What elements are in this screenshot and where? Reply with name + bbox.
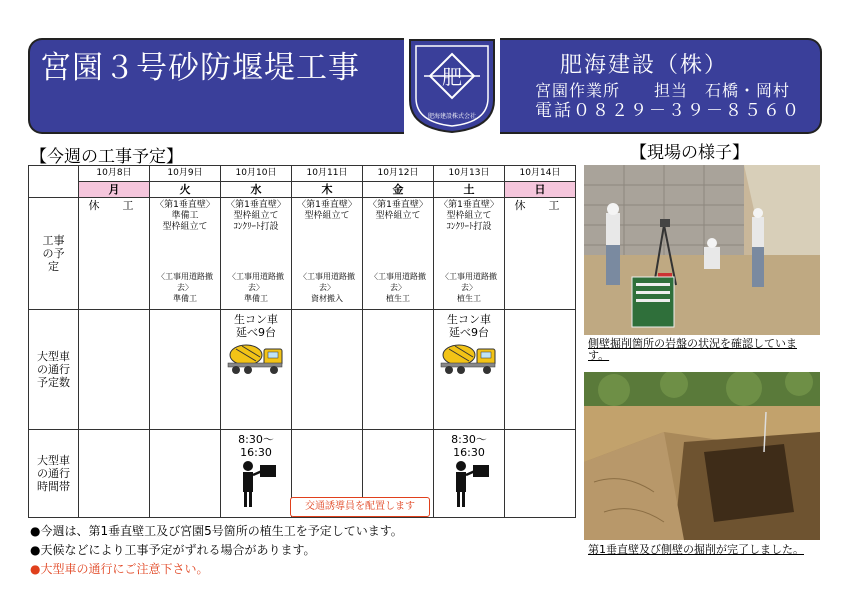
traffic-cell <box>292 310 363 430</box>
site-photo-2-image <box>584 372 820 540</box>
weekday-cell: 水 <box>221 182 292 198</box>
note-line-warning: ●大型車の通行にご注意下さい。 <box>30 562 209 576</box>
corner-cell <box>29 166 79 198</box>
work-row-label: 工事の予定 <box>29 198 79 310</box>
date-cell: 10月10日 <box>221 166 292 182</box>
date-row <box>29 166 576 182</box>
work-cell: 〈第1垂直壁〉 型枠組立て ｺﾝｸﾘｰﾄ打設 〈工事用道路撤去〉 植生工 <box>434 198 505 310</box>
company-name: 肥海建設（株） <box>560 53 729 78</box>
traffic-cell <box>505 310 576 430</box>
date-cell: 10月9日 <box>150 166 221 182</box>
logo-char: 肥 <box>442 65 462 89</box>
flagman-icon <box>447 459 491 509</box>
site-caption-2: 第1垂直壁及び側壁の掘削が完了しました。 <box>588 543 804 556</box>
weekday-cell: 日 <box>505 182 576 198</box>
weekday-cell: 火 <box>150 182 221 198</box>
page-title: 宮園３号砂防堰堤工事 <box>40 50 360 86</box>
site-heading: 【現場の様子】 <box>630 143 749 163</box>
note-line: ●天候などにより工事予定がずれる場合があります。 <box>30 543 316 557</box>
work-row <box>29 198 576 310</box>
traffic-cell: 生コン車 延べ9台 <box>434 310 505 430</box>
work-cell: 休 工 <box>79 198 150 310</box>
date-cell: 10月14日 <box>505 166 576 182</box>
date-cell: 10月13日 <box>434 166 505 182</box>
time-cell <box>505 430 576 518</box>
note-line: ●今週は、第1垂直壁工及び宮園5号箇所の植生工を予定しています。 <box>30 524 403 538</box>
site-photo-1 <box>584 165 820 335</box>
traffic-cell <box>363 310 434 430</box>
site-photo-1-image <box>584 165 820 335</box>
traffic-row-label: 大型車の通行予定数 <box>29 310 79 430</box>
traffic-guard-notice: 交通誘導員を配置します <box>290 497 430 517</box>
time-cell <box>79 430 150 518</box>
work-cell: 〈第1垂直壁〉 型枠組立て 〈工事用道路撤去〉 植生工 <box>363 198 434 310</box>
weekday-cell: 土 <box>434 182 505 198</box>
traffic-cell: 生コン車 延べ9台 <box>221 310 292 430</box>
site-caption-1: 側壁掘削箇所の岩盤の状況を確認しています。 <box>588 337 797 362</box>
work-cell: 〈第1垂直壁〉 準備工 型枠組立て 〈工事用道路撤去〉 準備工 <box>150 198 221 310</box>
phone-number: 電話０８２９－３９－８５６０ <box>535 101 801 121</box>
weekday-cell: 木 <box>292 182 363 198</box>
work-cell: 休 工 <box>505 198 576 310</box>
site-photo-2 <box>584 372 820 540</box>
time-row-label: 大型車の通行時間帯 <box>29 430 79 518</box>
mixer-truck-icon <box>226 341 286 375</box>
schedule-heading: 【今週の工事予定】 <box>30 147 183 167</box>
time-cell <box>150 430 221 518</box>
schedule-table <box>28 165 576 518</box>
weekday-cell: 月 <box>79 182 150 198</box>
time-cell: 8:30～ 16:30 <box>434 430 505 518</box>
flagman-icon <box>234 459 278 509</box>
work-cell: 〈第1垂直壁〉 型枠組立て ｺﾝｸﾘｰﾄ打設 〈工事用道路撤去〉 準備工 <box>221 198 292 310</box>
work-cell: 〈第1垂直壁〉 型枠組立て 〈工事用道路撤去〉 資材搬入 <box>292 198 363 310</box>
traffic-cell <box>79 310 150 430</box>
office-contact: 宮園作業所 担当 石橋・岡村 <box>535 81 791 100</box>
logo-shield-icon <box>404 38 500 134</box>
date-cell: 10月11日 <box>292 166 363 182</box>
date-cell: 10月8日 <box>79 166 150 182</box>
traffic-cell <box>150 310 221 430</box>
weekday-cell: 金 <box>363 182 434 198</box>
traffic-row <box>29 310 576 430</box>
mixer-truck-icon <box>439 341 499 375</box>
company-logo <box>404 38 500 134</box>
weekday-row <box>29 182 576 198</box>
date-cell: 10月12日 <box>363 166 434 182</box>
logo-caption: 肥海建設株式会社 <box>427 113 477 120</box>
time-cell: 8:30～ 16:30 <box>221 430 292 518</box>
